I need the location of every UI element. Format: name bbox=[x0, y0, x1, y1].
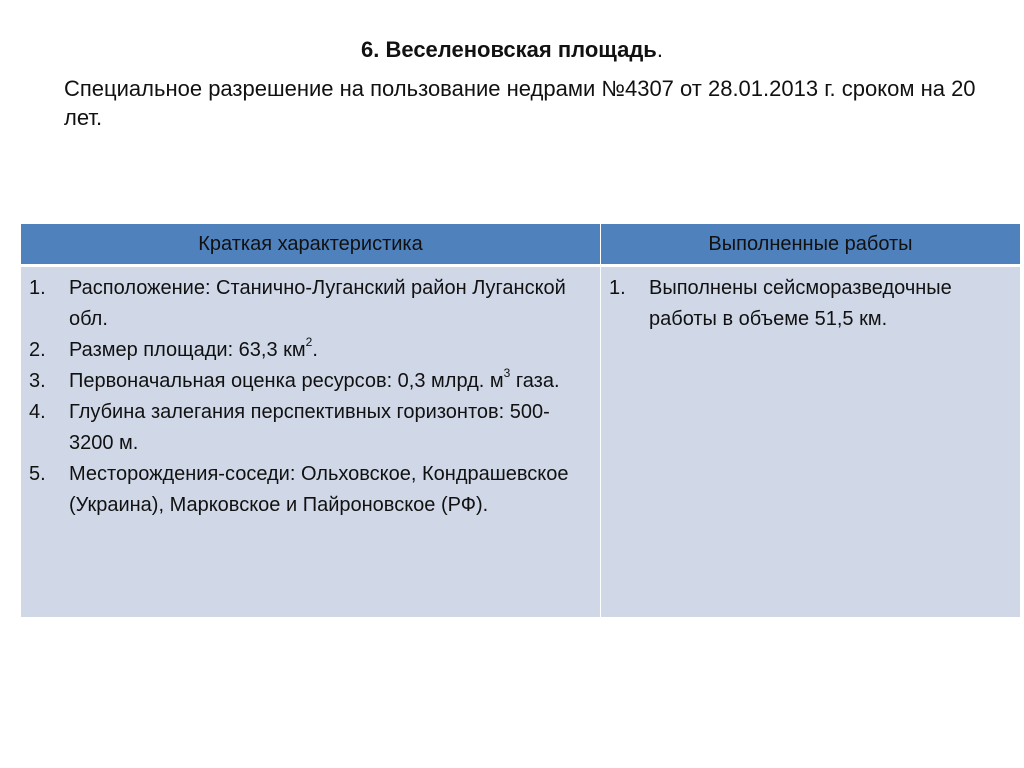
list-text: Первоначальная оценка ресурсов: 0,3 млрд. м bbox=[69, 370, 504, 392]
list-number: 5. bbox=[29, 463, 46, 485]
superscript: 3 bbox=[503, 366, 511, 381]
characteristics-list bbox=[29, 273, 590, 521]
list-item bbox=[29, 397, 590, 459]
superscript: 2 bbox=[305, 335, 313, 350]
list-text: Размер площади: 63,3 км bbox=[69, 339, 306, 361]
table-row bbox=[21, 266, 1021, 618]
list-text-after: . bbox=[312, 339, 318, 361]
table-header-row bbox=[21, 224, 1021, 266]
list-number: 4. bbox=[29, 401, 46, 423]
list-number: 2. bbox=[29, 339, 46, 361]
header-characteristics: Краткая характеристика bbox=[21, 224, 601, 266]
list-text: Глубина залегания перспективных горизонтов: 500-3200 м. bbox=[69, 401, 550, 454]
list-text: Месторождения-соседи: Ольховское, Кондрашевское (Украина), Марковское и Пайроновское (РФ). bbox=[69, 463, 569, 516]
characteristics-cell bbox=[21, 266, 601, 618]
works-list bbox=[609, 273, 1010, 335]
list-text-after: газа. bbox=[510, 370, 560, 392]
list-item bbox=[29, 366, 590, 397]
info-table bbox=[20, 223, 1021, 618]
list-item bbox=[29, 335, 590, 366]
list-text: Выполнены сейсморазведочные работы в объеме 51,5 км. bbox=[649, 277, 952, 330]
list-item bbox=[609, 273, 1010, 335]
list-number: 1. bbox=[29, 277, 46, 299]
list-number: 1. bbox=[609, 277, 626, 299]
list-number: 3. bbox=[29, 370, 46, 392]
slide-title-period: . bbox=[656, 37, 663, 62]
slide-title bbox=[0, 36, 1024, 64]
slide-title-text: 6. Веселеновская площадь bbox=[361, 37, 657, 62]
list-text: Расположение: Станично-Луганский район Луганской обл. bbox=[69, 277, 566, 330]
list-item bbox=[29, 459, 590, 521]
works-cell bbox=[601, 266, 1021, 618]
license-subtitle: Специальное разрешение на пользование недрами №4307 от 28.01.2013 г. сроком на 20 лет. bbox=[64, 76, 976, 130]
list-item bbox=[29, 273, 590, 335]
header-works: Выполненные работы bbox=[601, 224, 1021, 266]
